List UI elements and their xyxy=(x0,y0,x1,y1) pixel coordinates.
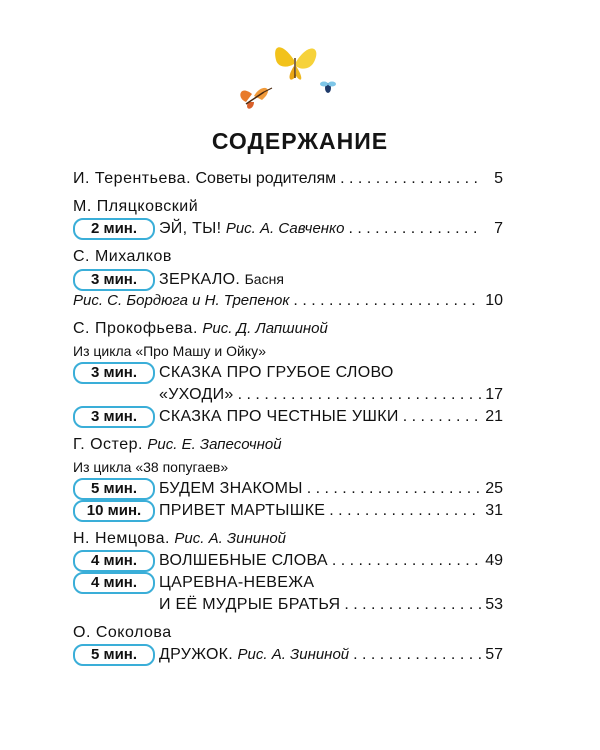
dot-leader xyxy=(348,218,483,240)
toc-entry xyxy=(73,406,503,428)
page-number: 31 xyxy=(485,502,503,519)
dot-leader xyxy=(293,290,481,312)
toc-entry xyxy=(73,644,503,666)
toc-entry-continuation xyxy=(73,290,503,312)
butterflies-illustration xyxy=(232,38,342,116)
yellow-butterfly-icon xyxy=(275,47,316,79)
reading-time-badge: 3 мин. xyxy=(73,406,155,428)
toc-author-line xyxy=(73,196,503,218)
toc-author-line xyxy=(73,528,503,550)
reading-time-badge: 4 мин. xyxy=(73,550,155,572)
toc-entry xyxy=(73,550,503,572)
page-number: 17 xyxy=(485,386,503,403)
entry-illustrator: Рис. А. Савченко xyxy=(225,220,345,237)
entry-genre: Басня xyxy=(244,271,284,287)
toc-entry xyxy=(73,362,503,384)
toc-author-line xyxy=(73,434,503,456)
dot-leader xyxy=(403,406,482,428)
page-number: 49 xyxy=(485,552,503,569)
toc-entry xyxy=(73,572,503,594)
entry-title: Советы родителям xyxy=(195,170,337,187)
page-number: 25 xyxy=(485,480,503,497)
entry-title-continued: И ЕЁ МУДРЫЕ БРАТЬЯ xyxy=(159,596,341,613)
dot-leader xyxy=(340,168,483,190)
page-number: 10 xyxy=(485,292,503,309)
table-of-contents xyxy=(73,168,503,666)
entry-illustrator: Рис. Д. Лапшиной xyxy=(202,320,328,337)
entry-author: С. Михалков xyxy=(73,248,172,265)
entry-title: ПРИВЕТ МАРТЫШКЕ xyxy=(159,502,326,519)
page-number: 57 xyxy=(485,646,503,663)
orange-butterfly-icon xyxy=(240,88,272,109)
reading-time-badge: 5 мин. xyxy=(73,644,155,666)
dot-leader xyxy=(332,550,481,572)
page-number: 5 xyxy=(494,170,503,187)
entry-title: СКАЗКА ПРО ЧЕСТНЫЕ УШКИ xyxy=(159,408,399,425)
toc-entry xyxy=(73,168,503,190)
toc-entry xyxy=(73,500,503,522)
entry-title: ЗЕРКАЛО. xyxy=(159,271,241,288)
toc-entry xyxy=(73,478,503,500)
dot-leader xyxy=(238,384,482,406)
dot-leader xyxy=(307,478,481,500)
entry-illustrator: Рис. С. Бордюга и Н. Трепенок xyxy=(73,292,290,309)
reading-time-badge: 3 мин. xyxy=(73,269,155,291)
entry-author: Г. Остер. xyxy=(73,436,143,453)
entry-title: ВОЛШЕБНЫЕ СЛОВА xyxy=(159,552,328,569)
entry-author: О. Соколова xyxy=(73,624,172,641)
dot-leader xyxy=(353,644,481,666)
cycle-name: Из цикла «Про Машу и Ойку» xyxy=(73,343,267,359)
cycle-name: Из цикла «38 попугаев» xyxy=(73,459,229,475)
dot-leader xyxy=(329,500,481,522)
fly-icon xyxy=(320,82,336,94)
toc-entry-continuation xyxy=(73,594,503,616)
toc-entry xyxy=(73,218,503,240)
page-number: 21 xyxy=(485,408,503,425)
reading-time-badge: 4 мин. xyxy=(73,572,155,594)
toc-cycle-line xyxy=(73,456,503,478)
entry-title: ЦАРЕВНА-НЕВЕЖА xyxy=(159,574,315,591)
toc-author-line xyxy=(73,246,503,268)
entry-author: С. Прокофьева. xyxy=(73,320,198,337)
entry-illustrator: Рис. А. Зининой xyxy=(237,646,350,663)
page-title: СОДЕРЖАНИЕ xyxy=(211,128,389,154)
reading-time-badge: 5 мин. xyxy=(73,478,155,500)
toc-entry-continuation xyxy=(73,384,503,406)
toc-author-line xyxy=(73,318,503,340)
toc-author-line xyxy=(73,622,503,644)
reading-time-badge: 2 мин. xyxy=(73,218,155,240)
reading-time-badge: 3 мин. xyxy=(73,362,155,384)
entry-author: Н. Немцова. xyxy=(73,530,170,547)
entry-title: БУДЕМ ЗНАКОМЫ xyxy=(159,480,303,497)
page-number: 53 xyxy=(485,596,503,613)
page-number: 7 xyxy=(494,220,503,237)
reading-time-badge: 10 мин. xyxy=(73,500,155,522)
entry-title: ДРУЖОК. xyxy=(159,646,234,663)
entry-author: М. Пляцковский xyxy=(73,198,199,215)
toc-entry xyxy=(73,268,503,290)
entry-author: И. Терентьева. xyxy=(73,170,192,187)
entry-illustrator: Рис. Е. Запесочной xyxy=(147,436,282,453)
toc-cycle-line xyxy=(73,340,503,362)
entry-title-continued: «УХОДИ» xyxy=(159,386,234,403)
dot-leader xyxy=(344,594,481,616)
entry-illustrator: Рис. А. Зининой xyxy=(174,530,287,547)
entry-title: СКАЗКА ПРО ГРУБОЕ СЛОВО xyxy=(159,364,394,381)
entry-title: ЭЙ, ТЫ! xyxy=(159,220,222,237)
